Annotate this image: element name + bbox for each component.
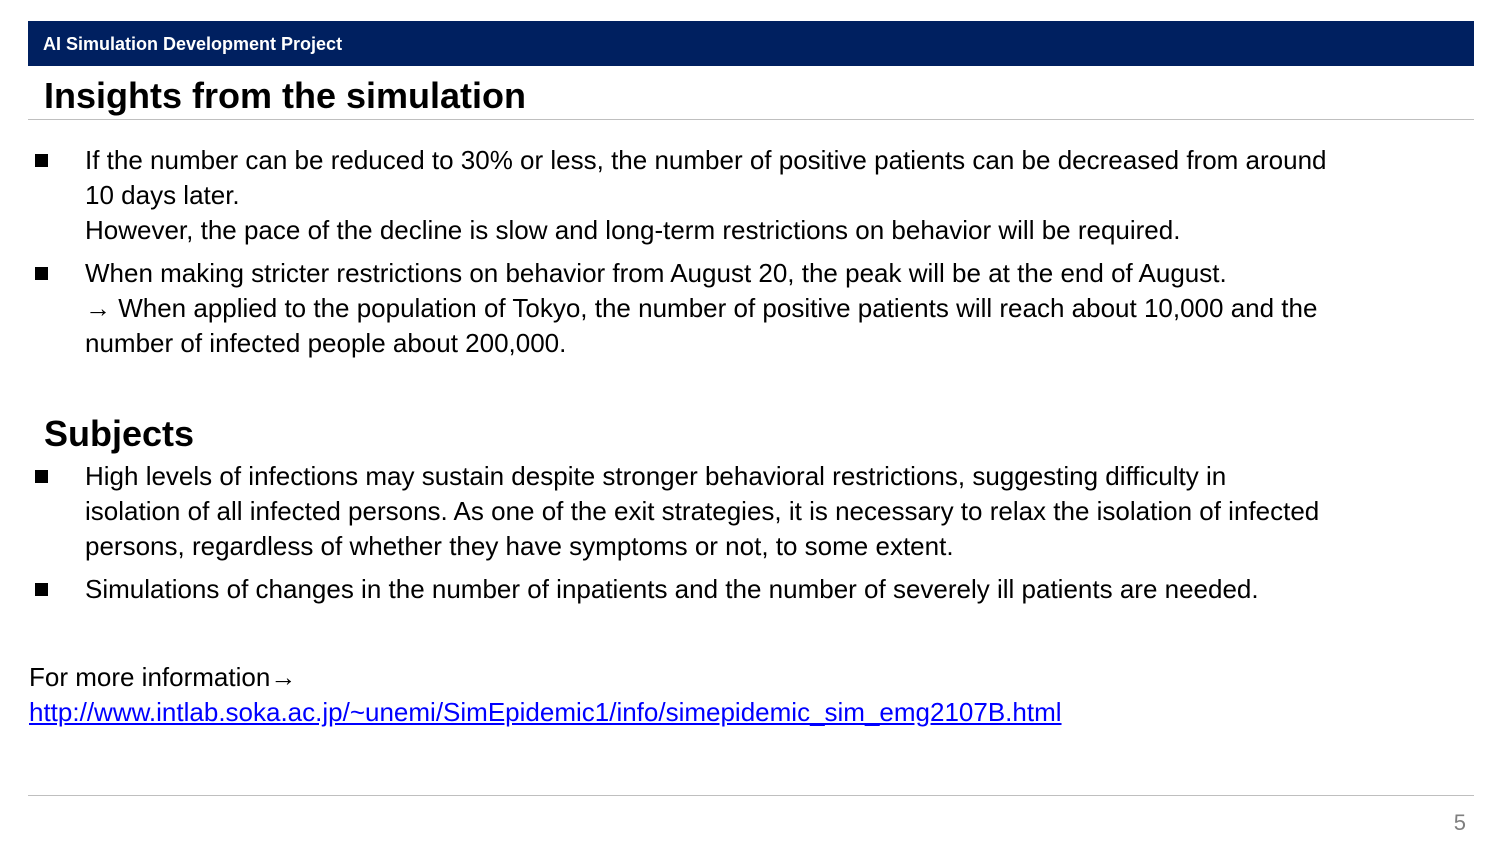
page-number: 5 [1453,810,1466,835]
list-item [0,256,1485,361]
subjects-title: Subjects [44,413,195,454]
square-bullet-icon [35,154,48,167]
bullet-line: When making stricter restrictions on behavior from August 20, the peak will be at the end of August. [85,258,1227,288]
bullet-line: isolation of all infected persons. As one of the exit strategies, it is necessary to relax the isolation of infected [85,496,1320,526]
list-item [0,143,1485,248]
more-info-label: For more information→ [29,662,297,692]
square-bullet-icon [35,267,48,280]
bullet-line: High levels of infections may sustain despite stronger behavioral restrictions, suggesting difficulty in [85,461,1227,491]
bullet-line: number of infected people about 200,000. [85,328,567,358]
footer-divider [28,795,1474,796]
square-bullet-icon [35,583,48,596]
insights-title: Insights from the simulation [44,75,527,116]
bullet-line: If the number can be reduced to 30% or less, the number of positive patients can be decreased from around [85,145,1327,175]
header-bar [28,21,1474,66]
list-item [0,459,1485,564]
project-label: AI Simulation Development Project [43,34,343,54]
bullet-line: However, the pace of the decline is slow and long-term restrictions on behavior will be required. [85,215,1181,245]
bullet-line: 10 days later. [85,180,240,210]
square-bullet-icon [35,470,48,483]
list-item [0,572,1485,607]
bullet-line: → When applied to the population of Tokyo, the number of positive patients will reach about 10,000 and the [85,293,1318,323]
bullet-line: Simulations of changes in the number of inpatients and the number of severely ill patients are needed. [85,574,1259,604]
subjects-list [0,459,1485,615]
title-divider [28,119,1474,120]
bullet-line: persons, regardless of whether they have symptoms or not, to some extent. [85,531,954,561]
insights-list [0,143,1485,369]
more-info [29,660,1062,730]
more-info-link[interactable]: http://www.intlab.soka.ac.jp/~unemi/SimEpidemic1/info/simepidemic_sim_emg2107B.html [29,697,1062,727]
